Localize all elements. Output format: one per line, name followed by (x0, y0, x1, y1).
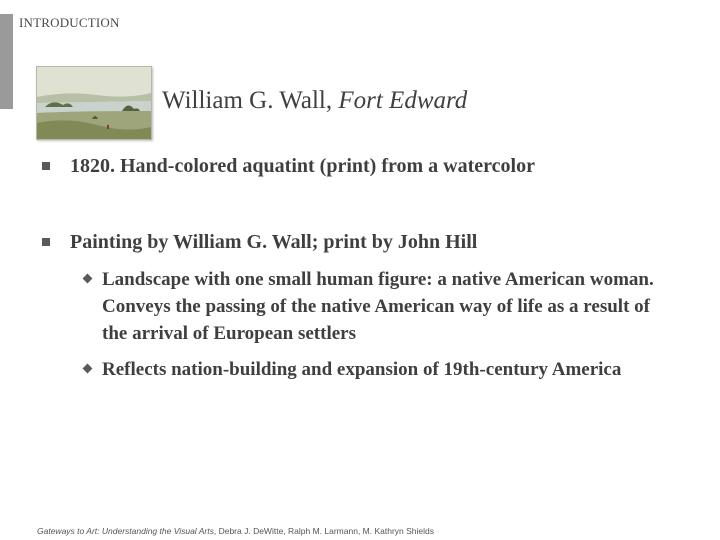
square-bullet-icon (42, 162, 50, 170)
section-label: INTRODUCTION (19, 15, 120, 30)
landscape-image (37, 67, 151, 139)
sub-bullet-item (84, 356, 684, 383)
accent-bar (0, 14, 13, 109)
sub-bullet-text: Reflects nation-building and expansion of 19th-century America (102, 359, 622, 380)
slide-title (162, 87, 467, 115)
footer-citation (37, 526, 434, 536)
diamond-bullet-icon (83, 364, 93, 374)
sub-bullet-text: Landscape with one small human figure: a native American woman. Conveys the passing of the native American way of life as a result of the arrival of European settlers (102, 269, 654, 344)
artwork-thumbnail (36, 66, 152, 140)
bullet-text: Painting by William G. Wall; print by John Hill (70, 231, 478, 253)
title-artist: William G. Wall, (162, 87, 339, 114)
bullet-text: 1820. Hand-colored aquatint (print) from a watercolor (70, 155, 535, 177)
diamond-bullet-icon (83, 274, 93, 284)
footer-authors: , Debra J. DeWitte, Ralph M. Larmann, M. Kathryn Shields (213, 526, 435, 536)
footer-book-title: Gateways to Art: Understanding the Visual Arts (37, 526, 214, 536)
sub-bullet-item (84, 266, 684, 347)
title-artwork: Fort Edward (338, 87, 468, 114)
square-bullet-icon (42, 238, 50, 246)
